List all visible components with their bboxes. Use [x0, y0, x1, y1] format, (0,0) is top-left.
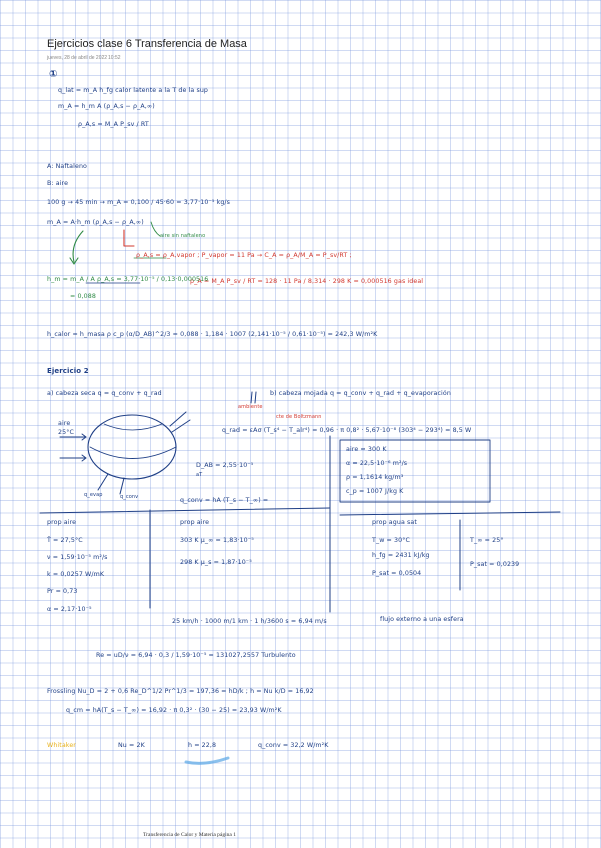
- ej2-qconv: q_conv = hA (T_s − T_∞) =: [180, 497, 269, 504]
- head-sphere: [88, 415, 176, 479]
- prop-aire-temp: T̄ = 27,5°C: [47, 537, 83, 544]
- ej2-reynolds: Re = uD/ν = 6,94 · 0,3 / 1,59·10⁻⁵ = 131027,2557 Turbulento: [96, 652, 296, 659]
- ej1-red-line-2: ρ_A = M_A P_sv / RT = 128 · 11 Pa / 8,314 · 298 K = 0,000516 gas ideal: [190, 278, 424, 285]
- ej2-whitaker-h: h = 22,8: [188, 742, 217, 749]
- ej2-dab: D_AB = 2,55·10⁻⁵: [196, 462, 254, 469]
- page-date: jueves, 28 de abril de 2022: [47, 55, 108, 61]
- ej1-heat-coefficient: h_calor = h_masa ρ c_p (α/D_AB)^2/3 = 0,088 · 1,184 · 1007 (2,141·10⁻⁵ / 0,61·10⁻⁵) = 242,3 W/m²K: [47, 331, 378, 338]
- ej1-species-b: B: aire: [47, 180, 69, 187]
- ej1-line-1: q_lat = m_A h_fg calor latente a la T de la sup: [58, 87, 209, 94]
- exercise-2-title: Ejercicio 2: [47, 367, 89, 375]
- ej2-qrad: q_rad = εAσ (T_s⁴ − T_alr⁴) = 0,96 · π 0,8² · 5,67·10⁻⁸ (303⁴ − 293⁴) = 8,5 W: [222, 427, 472, 434]
- ej2-air-label: aire: [58, 420, 71, 427]
- ej1-red-line-1: ρ_A,s = ρ_A,vapor ; P_vapor = 11 Pa → C_A = ρ_A/M_A = P_sv/RT ;: [136, 252, 352, 259]
- ej2-frossling: Frossling Nu_D = 2 + 0,6 Re_D^1/2 Pr^1/3 = 197,36 = hD/k ; h = Nu k/D = 16,92: [47, 688, 314, 695]
- ej2-external-flow: flujo externo a una esfera: [380, 616, 464, 623]
- ej2-whitaker-q: q_conv = 32,2 W/m²K: [258, 742, 329, 749]
- exercise-1-number: ①: [49, 69, 58, 80]
- prop-agua-hfg: h_fg = 2431 kJ/kg: [372, 552, 430, 559]
- ej2-case-a: a) cabeza seca q = q_conv + q_rad: [47, 390, 162, 397]
- t-infinity: T_∞ = 25°: [470, 537, 504, 544]
- prop-agua-title: prop agua sat: [372, 519, 417, 526]
- p-sat-value: P_sat = 0,0239: [470, 561, 520, 568]
- red-arrow: [124, 230, 134, 246]
- ej2-dab-sub: aT: [196, 472, 203, 478]
- ej1-line-2: m_A = h_m A (ρ_A,s − ρ_A,∞): [58, 103, 155, 110]
- prop-aire2-title: prop aire: [180, 519, 210, 526]
- page-footer: Transferencia de Calor y Materia página 1: [143, 832, 236, 838]
- ej1-species-a: A: Naftaleno: [47, 163, 87, 170]
- prop-aire-alpha: α = 2,17·10⁻⁵: [47, 606, 92, 613]
- ej1-green-note: aire sin naftaleno: [160, 233, 206, 239]
- ej2-speed: 25 km/h · 1000 m/1 km · 1 h/3600 s = 6,94 m/s: [172, 618, 327, 625]
- ej2-air-temp: 25°C: [58, 429, 74, 436]
- ej2-boltzmann-note: cte de Boltzmann: [276, 414, 322, 420]
- ej1-flux-equation: m_A = A·h_m (ρ_A,s − ρ_A,∞): [47, 219, 144, 226]
- ej2-box-line-1: aire ≈ 300 K: [346, 446, 387, 453]
- page-time: 10:52: [108, 55, 121, 61]
- ej2-qconv-label: q_conv: [120, 494, 139, 500]
- ej2-qevap-label: q_evap: [84, 492, 103, 498]
- prop-aire-k: k = 0,0257 W/mK: [47, 571, 105, 578]
- prop-aire2-298: 298 K μ_s = 1,87·10⁻⁵: [180, 559, 252, 566]
- ej2-box-line-2: α = 22,5·10⁻⁶ m²/s: [346, 460, 408, 467]
- ej1-line-3: ρ_A,s = M_A P_sv / RT: [78, 121, 149, 128]
- prop-agua-psat: P_sat = 0,0504: [372, 570, 422, 577]
- ej2-whitaker: Whitaker: [47, 742, 76, 749]
- ej2-box-line-4: c_p = 1007 J/kg K: [346, 488, 404, 495]
- prop-aire-nu: ν = 1,59·10⁻⁵ m²/s: [47, 554, 108, 561]
- green-arrow: [73, 231, 83, 262]
- ej2-q-cm: q_cm = hA(T_s − T_∞) = 16,92 · π 0,3² · (30 − 25) = 23,93 W/m²K: [66, 707, 282, 714]
- prop-aire2-303: 303 K μ_∞ = 1,83·10⁻⁵: [180, 537, 254, 544]
- ej2-whitaker-nu: Nu = 2K: [118, 742, 145, 749]
- prop-agua-tw: T_w = 30°C: [372, 537, 410, 544]
- ej2-case-b: b) cabeza mojada q = q_conv + q_rad + q_evaporación: [270, 390, 451, 397]
- page-title: Ejercicios clase 6 Transferencia de Masa: [47, 38, 247, 50]
- prop-aire-pr: Pr = 0,73: [47, 588, 78, 595]
- ej1-hm-equation: h_m = m_A / A ρ_A,s = 3,77·10⁻⁵ / 0,13·0,000516: [47, 276, 209, 283]
- ej1-hm-value: = 0,088: [70, 293, 97, 300]
- prop-aire-title: prop aire: [47, 519, 77, 526]
- ej2-ambiente-note: ambiente: [238, 404, 263, 410]
- ej2-box-line-3: ρ = 1,1614 kg/m³: [346, 474, 404, 481]
- ej1-mass-rate: 100 g → 45 min → m_A = 0,100 / 45·60 = 3,77·10⁻⁵ kg/s: [47, 199, 231, 206]
